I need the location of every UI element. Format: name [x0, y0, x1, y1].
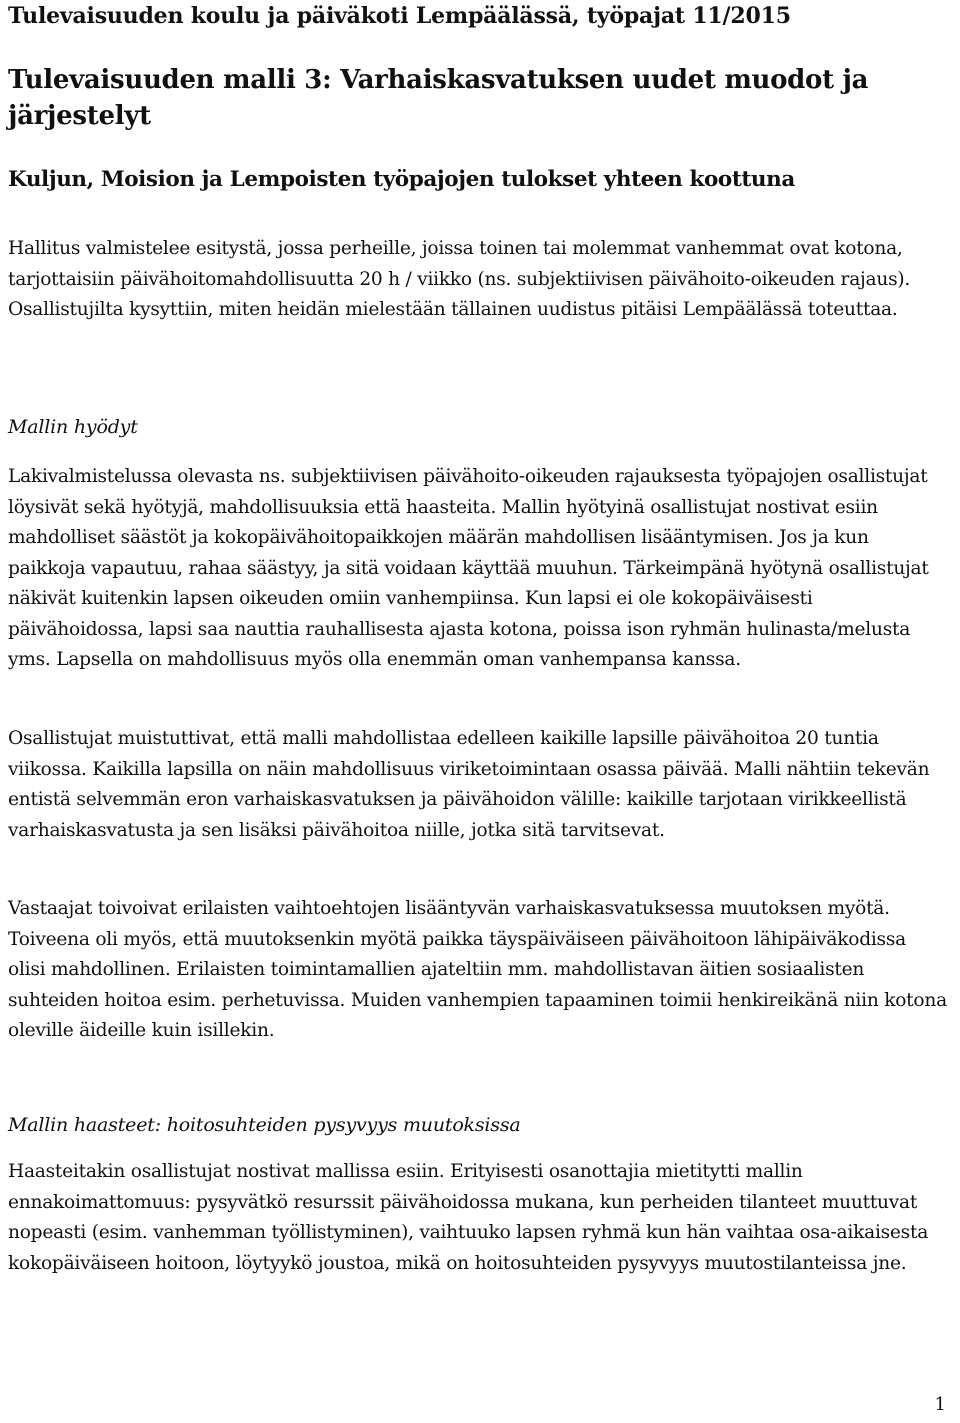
document-header-title: Tulevaisuuden koulu ja päiväkoti Lempäälässä, työpajat 11/2015 [8, 3, 791, 29]
page-number: 1 [934, 1394, 946, 1415]
challenges-paragraph-1: Haasteitakin osallistujat nostivat mallissa esiin. Erityisesti osanottajia mietitytti mallin ennakoimattomuus: pysyvätkö resurssit päivähoidossa mukana, kun perheiden tilanteet muuttuvat nopeasti (esim. vanhemman työllistyminen), vaihtuuko lapsen ryhmä kun hän vaihtaa osa-aikaisesta kokopäiväiseen hoitoon, löytyykö joustoa, mikä on hoitosuhteiden pysyvyys muutostilanteissa jne. [8, 1161, 929, 1274]
section-heading-challenges: Mallin haasteet: hoitosuhteiden pysyvyys muutoksissa [8, 1114, 521, 1136]
main-title: Tulevaisuuden malli 3: Varhaiskasvatuksen uudet muodot ja järjestelyt [8, 65, 869, 131]
benefits-paragraph-1: Lakivalmistelussa olevasta ns. subjektiivisen päivähoito-oikeuden rajauksesta työpajojen osallistujat löysivät sekä hyötyjä, mahdollisuuksia että haasteita. Mallin hyötyinä osallistujat nostivat esiin mahdolliset säästöt ja kokopäivähoitopaikkojen määrän mahdollisen lisääntymisen. Jos ja kun paikkoja vapautuu, rahaa säästyy, ja sitä voidaan käyttää muuhun. Tärkeimpänä hyötynä osallistujat näkivät kuitenkin lapsen oikeuden omiin vanhempiinsa. Kun lapsi ei ole kokopäiväisesti päivähoidossa, lapsi saa nauttia rauhallisesta ajasta kotona, poissa ison ryhmän hulinasta/melusta yms. Lapsella on mahdollisuus myös olla enemmän oman vanhempansa kanssa. [8, 466, 929, 670]
intro-paragraph: Hallitus valmistelee esitystä, jossa perheille, joissa toinen tai molemmat vanhemmat ovat kotona, tarjottaisiin päivähoitomahdollisuutta 20 h / viikko (ns. subjektiivisen päivähoito-oikeuden rajaus). Osallistujilta kysyttiin, miten heidän mielestään tällainen uudistus pitäisi Lempäälässä toteuttaa. [8, 238, 911, 320]
benefits-paragraph-2: Osallistujat muistuttivat, että malli mahdollistaa edelleen kaikille lapsille päivähoitoa 20 tuntia viikossa. Kaikilla lapsilla on näin mahdollisuus viriketoimintaan osassa päivää. Malli nähtiin tekevän entistä selvemmän eron varhaiskasvatuksen ja päivähoidon välille: kaikille tarjotaan virikkeellistä varhaiskasvatusta ja sen lisäksi päivähoitoa niille, jotka sitä tarvitsevat. [8, 728, 930, 841]
benefits-paragraph-3: Vastaajat toivoivat erilaisten vaihtoehtojen lisääntyvän varhaiskasvatuksessa muutoksen myötä. Toiveena oli myös, että muutoksenkin myötä paikka täyspäiväiseen päivähoitoon lähipäiväkodissa olisi mahdollinen. Erilaisten toimintamallien ajateltiin mm. mahdollistavan äitien sosiaalisten suhteiden hoitoa esim. perhetuvissa. Muiden vanhempien tapaaminen toimii henkireikänä niin kotona oleville äideille kuin isillekin. [8, 898, 947, 1041]
section-heading-benefits: Mallin hyödyt [8, 416, 138, 438]
subtitle: Kuljun, Moision ja Lempoisten työpajojen tulokset yhteen koottuna [8, 167, 795, 192]
